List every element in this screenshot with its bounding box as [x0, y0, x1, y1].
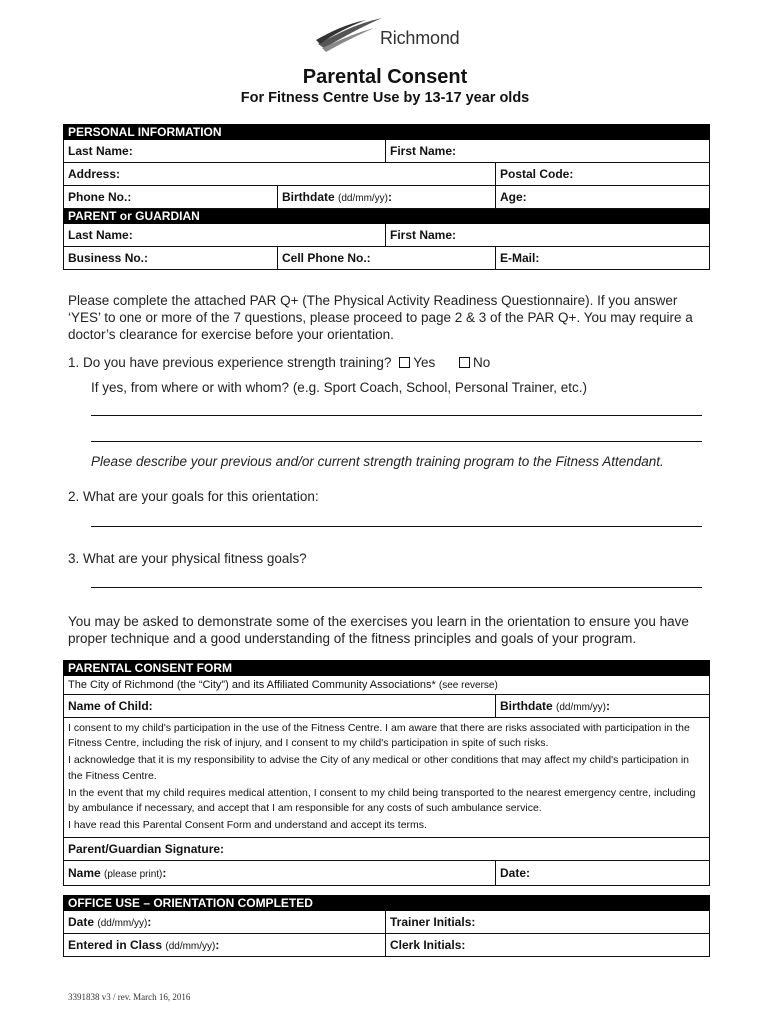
- question-1-note: Please describe your previous and/or current strength training program to the Fitness Attendant.: [91, 454, 664, 469]
- answer-line[interactable]: [91, 587, 702, 588]
- consent-paragraph: In the event that my child requires medical attention, I consent to my child being transported to the nearest emergency centre, including by ambulance if necessary, and accept that I am responsible for any costs of such ambulance service.: [68, 786, 696, 815]
- guardian-first-name-field[interactable]: First Name:: [386, 224, 710, 247]
- city-text: The City of Richmond (the “City”) and its Affiliated Community Associations*: [68, 679, 436, 691]
- business-number-field[interactable]: Business No.:: [64, 247, 278, 270]
- print-name-field[interactable]: Name (please print):: [64, 860, 496, 885]
- answer-line[interactable]: [91, 415, 702, 416]
- question-3: 3. What are your physical fitness goals?: [68, 551, 307, 566]
- child-name-field[interactable]: Name of Child:: [64, 695, 496, 718]
- city-line: [64, 676, 710, 695]
- child-birthdate-format: (dd/mm/yy): [556, 702, 607, 713]
- cell-phone-field[interactable]: Cell Phone No.:: [278, 247, 496, 270]
- office-use-header: OFFICE USE – ORIENTATION COMPLETED: [64, 896, 710, 911]
- personal-info-header: PERSONAL INFORMATION: [64, 125, 710, 140]
- richmond-logo: [314, 14, 464, 58]
- answer-line[interactable]: [91, 526, 702, 527]
- print-name-label: Name: [68, 865, 101, 880]
- consent-paragraph: I consent to my child's participation in the use of the Fitness Centre. I am aware that there are risks associated with participation in the Fitness Centre, including the risk of injury, and I consent to my child's participation in spite of such risks.: [68, 722, 690, 750]
- office-date-label: Date: [68, 915, 95, 929]
- logo-text: Richmond: [380, 28, 460, 48]
- consent-header: PARENTAL CONSENT FORM: [64, 661, 710, 676]
- consent-paragraph: I acknowledge that it is my responsibility to advise the City of any medical or other conditions that may affect my child's participation in the Fitness Centre.: [68, 754, 690, 782]
- address-field[interactable]: Address:: [64, 163, 496, 186]
- guardian-last-name-field[interactable]: Last Name:: [64, 224, 386, 247]
- question-2: 2. What are your goals for this orientation:: [68, 489, 319, 504]
- consent-paragraph: I have read this Parental Consent Form and understand and accept its terms.: [68, 819, 427, 832]
- birthdate-label: Birthdate: [282, 190, 335, 204]
- consent-terms: [64, 718, 710, 838]
- entered-in-class-label: Entered in Class: [68, 938, 163, 952]
- personal-info-table: [63, 124, 710, 270]
- print-name-note: (please print): [104, 868, 163, 880]
- trainer-initials-field[interactable]: Trainer Initials:: [386, 911, 710, 934]
- entered-in-class-format: (dd/mm/yy): [165, 941, 216, 952]
- postal-code-field[interactable]: Postal Code:: [496, 163, 710, 186]
- birthdate-format: (dd/mm/yy): [338, 193, 389, 204]
- question-1: [68, 354, 708, 371]
- consent-date-field[interactable]: Date:: [496, 860, 710, 885]
- page-subtitle: For Fitness Centre Use by 13-17 year olds: [240, 90, 530, 106]
- phone-field[interactable]: Phone No.:: [64, 186, 278, 209]
- office-date-field[interactable]: Date (dd/mm/yy):: [64, 911, 386, 934]
- demonstration-note: You may be asked to demonstrate some of the exercises you learn in the orientation to ensure you have proper technique and a good understanding of the fitness principles and goals of your program.: [68, 614, 689, 646]
- email-field[interactable]: E-Mail:: [496, 247, 710, 270]
- parq-instructions: Please complete the attached PAR Q+ (The Physical Activity Readiness Questionnaire). If you answer ‘YES’ to one or more of the 7 questions, please proceed to page 2 & 3 of the PAR Q+. You may require a doctor’s clearance for exercise before your orientation.: [68, 293, 693, 342]
- no-checkbox[interactable]: [459, 357, 470, 368]
- office-date-format: (dd/mm/yy): [97, 918, 148, 929]
- entered-in-class-field[interactable]: Entered in Class (dd/mm/yy):: [64, 934, 386, 957]
- age-field[interactable]: Age:: [496, 186, 710, 209]
- richmond-swoosh-icon: [314, 14, 384, 54]
- page-title: Parental Consent: [302, 66, 468, 88]
- answer-line[interactable]: [91, 441, 702, 442]
- yes-label: Yes: [413, 355, 436, 370]
- consent-table: [63, 660, 710, 886]
- child-last-name-field[interactable]: Last Name:: [64, 140, 386, 163]
- question-1-followup: If yes, from where or with whom? (e.g. Sport Coach, School, Personal Trainer, etc.): [91, 380, 587, 395]
- birthdate-field[interactable]: Birthdate (dd/mm/yy):: [278, 186, 496, 209]
- office-use-table: [63, 895, 710, 957]
- document-footer: 3391838 v3 / rev. March 16, 2016: [68, 992, 191, 1002]
- no-label: No: [473, 355, 491, 370]
- child-birthdate-label: Birthdate: [500, 699, 553, 713]
- child-birthdate-field[interactable]: Birthdate (dd/mm/yy):: [496, 695, 710, 718]
- question-1-text: 1. Do you have previous experience strength training?: [68, 355, 392, 370]
- signature-field[interactable]: Parent/Guardian Signature:: [64, 837, 710, 860]
- child-first-name-field[interactable]: First Name:: [386, 140, 710, 163]
- yes-checkbox[interactable]: [399, 357, 410, 368]
- clerk-initials-field[interactable]: Clerk Initials:: [386, 934, 710, 957]
- see-reverse-note: (see reverse): [438, 680, 498, 691]
- guardian-header: PARENT or GUARDIAN: [64, 209, 710, 224]
